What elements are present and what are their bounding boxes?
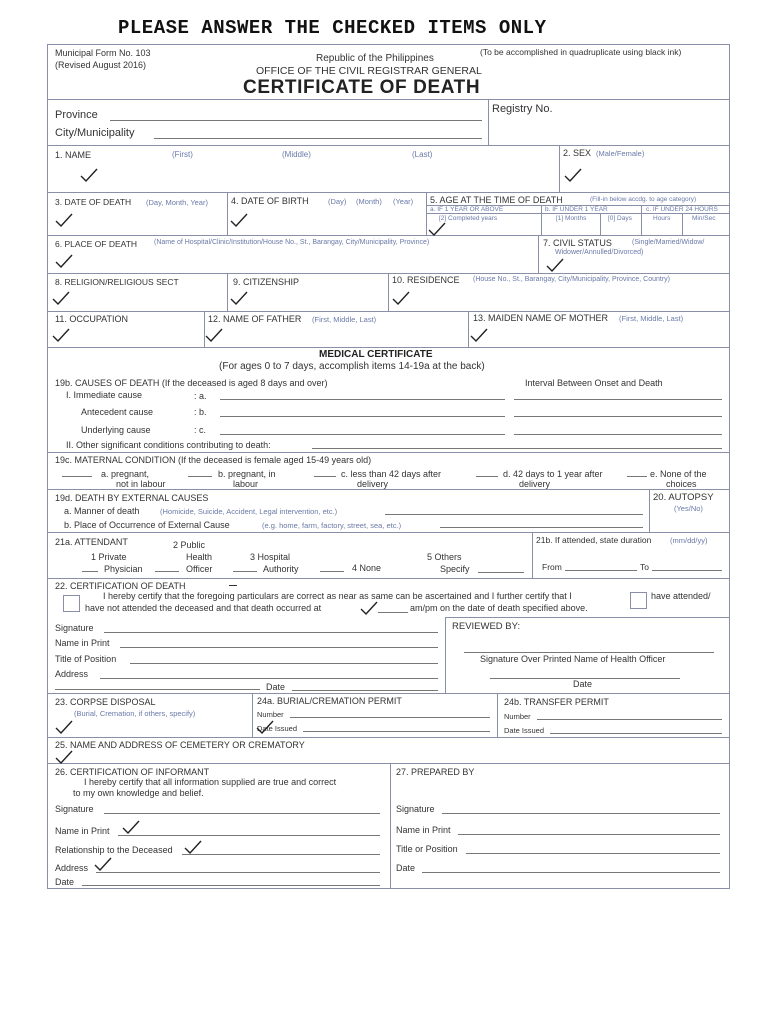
maternal-d-2: delivery xyxy=(519,479,551,489)
attended-checkbox[interactable] xyxy=(63,595,80,612)
city-label: City/Municipality xyxy=(55,127,135,139)
antecedent-interval-field[interactable] xyxy=(514,416,722,417)
maternal-c-1: c. less than 42 days after xyxy=(341,469,442,479)
informant-date-field[interactable] xyxy=(82,885,380,886)
father-label: 12. NAME OF FATHER xyxy=(208,314,302,324)
cemetery-label: 25. NAME AND ADDRESS OF CEMETERY OR CREMATORY xyxy=(55,740,305,750)
age-minsec: Min/Sec xyxy=(692,215,716,222)
check-mark-icon xyxy=(230,291,248,305)
health-officer-label: Signature Over Printed Name of Health Officer xyxy=(480,654,666,664)
attendant-4: 4 None xyxy=(352,563,382,573)
province-label: Province xyxy=(55,109,98,121)
informant-name-field[interactable] xyxy=(118,835,380,836)
attendant-2-blank[interactable] xyxy=(155,571,179,572)
attendant-1a: 1 Private xyxy=(91,552,127,562)
attendant-3a: 3 Hospital xyxy=(250,552,291,562)
residence-label: 10. RESIDENCE xyxy=(392,275,460,285)
maternal-d-blank[interactable] xyxy=(476,476,498,477)
check-mark-icon xyxy=(205,328,223,342)
prepared-signature-field[interactable] xyxy=(442,813,720,814)
duration-from: From xyxy=(542,562,562,572)
instruction-text: (To be accomplished in quadruplicate using black ink) xyxy=(480,47,682,57)
republic-label: Republic of the Philippines xyxy=(316,53,434,64)
cert-address-field-2[interactable] xyxy=(55,689,260,690)
manner-field[interactable] xyxy=(385,514,643,515)
cert-signature-field[interactable] xyxy=(104,632,438,633)
check-mark-icon xyxy=(546,258,564,272)
age-months: [1] Months xyxy=(556,215,587,222)
certification-death-label: 22. CERTIFICATION OF DEATH xyxy=(55,581,186,591)
other-conditions-label: II. Other significant conditions contributing to death: xyxy=(66,440,271,450)
attendant-label: 21a. ATTENDANT xyxy=(55,537,128,547)
last-hint: (Last) xyxy=(412,150,433,159)
duration-from-field[interactable] xyxy=(565,570,637,571)
attendant-5-field[interactable] xyxy=(478,572,524,573)
informant-name-label: Name in Print xyxy=(55,826,110,836)
immediate-interval-field[interactable] xyxy=(514,399,722,400)
divider xyxy=(488,99,489,145)
underlying-c: : c. xyxy=(194,425,207,435)
dash-mark xyxy=(229,585,237,586)
burial-number-label: Number xyxy=(257,710,284,719)
maternal-label: 19c. MATERNAL CONDITION (If the deceased is female aged 15-49 years old) xyxy=(55,455,372,465)
check-mark-icon xyxy=(230,213,248,227)
divider xyxy=(541,205,542,235)
middle-hint: (Middle) xyxy=(282,150,311,159)
underlying-field[interactable] xyxy=(220,434,505,435)
divider xyxy=(47,311,730,312)
immediate-a: : a. xyxy=(194,391,207,401)
attendant-3b: Authority xyxy=(263,564,299,574)
cert-text-1b: have attended/ xyxy=(651,591,711,601)
maternal-b-2: labour xyxy=(233,479,259,489)
external-causes-label: 19d. DEATH BY EXTERNAL CAUSES xyxy=(55,493,209,503)
cert-text-2b: am/pm on the date of death specified above. xyxy=(410,603,588,613)
banner-title: PLEASE ANSWER THE CHECKED ITEMS ONLY xyxy=(118,17,547,39)
attendant-2b: Health xyxy=(186,552,213,562)
burial-permit-label: 24a. BURIAL/CREMATION PERMIT xyxy=(257,696,402,706)
prepared-signature-label: Signature xyxy=(396,804,435,814)
not-attended-checkbox[interactable] xyxy=(630,592,647,609)
mother-hint: (First, Middle, Last) xyxy=(619,314,684,323)
age-days: [0] Days xyxy=(608,215,632,222)
check-mark-icon xyxy=(55,213,73,227)
occupation-label: 11. OCCUPATION xyxy=(55,314,129,324)
civil-status-label: 7. CIVIL STATUS xyxy=(543,238,612,248)
father-hint: (First, Middle, Last) xyxy=(312,315,377,324)
informant-label: 26. CERTIFICATION OF INFORMANT xyxy=(55,767,210,777)
divider xyxy=(532,532,533,578)
check-mark-icon xyxy=(80,168,98,182)
name-label: 1. NAME xyxy=(55,150,92,160)
divider xyxy=(641,205,642,235)
dob-month-hint: (Month) xyxy=(356,197,382,206)
sex-label: 2. SEX xyxy=(563,148,592,158)
cert-date-field[interactable] xyxy=(292,690,438,691)
attendant-1b: Physician xyxy=(104,564,143,574)
check-mark-icon xyxy=(392,291,410,305)
informant-address-field[interactable] xyxy=(96,872,380,873)
informant-relationship-field[interactable] xyxy=(182,854,380,855)
date-of-death-label: 3. DATE OF DEATH xyxy=(55,197,132,207)
antecedent-label: Antecedent cause xyxy=(81,407,154,417)
burial-issued-label: Date Issued xyxy=(257,724,298,733)
reviewed-date-label: Date xyxy=(573,679,593,689)
cert-date-label: Date xyxy=(266,682,286,692)
transfer-issued-field[interactable] xyxy=(550,733,722,734)
maternal-b-blank[interactable] xyxy=(188,476,212,477)
certificate-title: CERTIFICATE OF DEATH xyxy=(243,77,481,98)
duration-to: To xyxy=(640,562,649,572)
check-mark-icon xyxy=(360,601,378,615)
prepared-title-field[interactable] xyxy=(466,853,720,854)
informant-relationship-label: Relationship to the Deceased xyxy=(55,845,173,855)
divider xyxy=(426,213,730,214)
province-field[interactable] xyxy=(110,120,482,121)
informant-text-2: to my own knowledge and belief. xyxy=(73,788,204,798)
divider xyxy=(227,192,228,235)
cert-address-field[interactable] xyxy=(100,678,438,679)
other-conditions-field[interactable] xyxy=(312,448,722,449)
check-mark-icon xyxy=(256,720,274,734)
first-hint: (First) xyxy=(172,150,193,159)
maternal-e-blank[interactable] xyxy=(627,476,647,477)
prepared-title-label: Title or Position xyxy=(396,844,458,854)
antecedent-b: : b. xyxy=(194,407,207,417)
cert-position-label: Title of Position xyxy=(55,654,117,664)
registry-label: Registry No. xyxy=(492,103,553,115)
civil-status-hint-2: Widower/Annulled/Divorced) xyxy=(555,249,644,256)
divider xyxy=(497,693,498,737)
age-label: 5. AGE AT THE TIME OF DEATH xyxy=(430,195,563,205)
divider xyxy=(559,145,560,192)
check-mark-icon xyxy=(55,720,73,734)
reviewed-by-label: REVIEWED BY: xyxy=(452,621,521,632)
maternal-a-blank[interactable] xyxy=(62,476,92,477)
transfer-permit-label: 24b. TRANSFER PERMIT xyxy=(504,697,609,707)
age-years: [2] Completed years xyxy=(439,215,498,222)
cert-name-field[interactable] xyxy=(120,647,438,648)
divider xyxy=(47,99,730,100)
check-mark-icon xyxy=(122,820,140,834)
check-mark-icon xyxy=(52,291,70,305)
prepared-by-label: 27. PREPARED BY xyxy=(396,767,475,777)
cert-signature-label: Signature xyxy=(55,623,94,633)
attendant-2a: 2 Public xyxy=(173,540,206,550)
cert-text-1: I hereby certify that the foregoing particulars are correct as near as same can be ascertained and I further certify that I xyxy=(103,591,572,601)
check-mark-icon xyxy=(52,328,70,342)
mother-label: 13. MAIDEN NAME OF MOTHER xyxy=(473,313,609,323)
maternal-b-1: b. pregnant, in xyxy=(218,469,276,479)
check-mark-icon xyxy=(55,750,73,764)
divider xyxy=(649,489,650,532)
divider xyxy=(445,617,730,618)
autopsy-label: 20. AUTOPSY xyxy=(653,492,714,503)
attendant-3-blank[interactable] xyxy=(233,571,257,572)
time-field[interactable] xyxy=(378,612,408,613)
medical-certificate-title: MEDICAL CERTIFICATE xyxy=(319,349,433,360)
divider xyxy=(47,763,730,764)
city-field[interactable] xyxy=(154,138,482,139)
divider xyxy=(47,235,730,236)
divider xyxy=(538,235,539,273)
divider xyxy=(47,347,730,348)
informant-text-1: I hereby certify that all information supplied are true and correct xyxy=(84,777,337,787)
divider xyxy=(47,192,730,193)
age-hint: (Fill-in below accdg. to age category) xyxy=(590,196,697,203)
burial-number-field[interactable] xyxy=(290,717,490,718)
place-occurrence-field[interactable] xyxy=(440,527,643,528)
check-mark-icon xyxy=(470,328,488,342)
divider xyxy=(682,213,683,235)
maternal-e-1: e. None of the xyxy=(650,469,707,479)
divider xyxy=(47,693,730,694)
cert-name-label: Name in Print xyxy=(55,638,110,648)
divider xyxy=(468,311,469,347)
maternal-c-2: delivery xyxy=(357,479,389,489)
cert-position-field[interactable] xyxy=(130,663,438,664)
manner-label: a. Manner of death xyxy=(64,506,140,516)
divider xyxy=(227,273,228,311)
place-occurrence-hint: (e.g. home, farm, factory, street, sea, etc.) xyxy=(262,521,402,530)
prepared-name-field[interactable] xyxy=(458,834,720,835)
age-cat-c: c. IF UNDER 24 HOURS xyxy=(646,206,718,213)
divider xyxy=(390,763,391,889)
maternal-e-2: choices xyxy=(666,479,697,489)
attendant-4-blank[interactable] xyxy=(320,571,344,572)
antecedent-field[interactable] xyxy=(220,416,505,417)
attendant-2c: Officer xyxy=(186,564,213,574)
burial-issued-field[interactable] xyxy=(303,731,490,732)
sex-hint: (Male/Female) xyxy=(596,149,645,158)
prepared-date-label: Date xyxy=(396,863,416,873)
check-mark-icon xyxy=(564,168,582,182)
age-hours: Hours xyxy=(653,215,671,222)
religion-label: 8. RELIGION/RELIGIOUS SECT xyxy=(55,277,179,287)
transfer-number-field[interactable] xyxy=(537,719,722,720)
form-number: Municipal Form No. 103 xyxy=(55,48,151,58)
immediate-cause-label: I. Immediate cause xyxy=(66,390,143,400)
date-of-birth-label: 4. DATE OF BIRTH xyxy=(231,196,309,206)
check-mark-icon xyxy=(55,254,73,268)
duration-to-field[interactable] xyxy=(652,570,722,571)
age-cat-a: a. IF 1 YEAR OR ABOVE xyxy=(430,206,504,213)
attendant-5b: Specify xyxy=(440,564,470,574)
underlying-interval-field[interactable] xyxy=(514,434,722,435)
causes-label: 19b. CAUSES OF DEATH (If the deceased is aged 8 days and over) xyxy=(55,378,328,388)
divider xyxy=(600,213,601,235)
transfer-issued-label: Date Issued xyxy=(504,726,545,735)
medical-certificate-sub: (For ages 0 to 7 days, accomplish items 14-19a at the back) xyxy=(219,361,485,372)
place-of-death-hint: (Name of Hospital/Clinic/Institution/House No., St., Barangay, City/Municipality, Province) xyxy=(154,239,430,246)
corpse-disposal-hint: (Burial, Cremation, if others, specify) xyxy=(74,709,196,718)
informant-address-label: Address xyxy=(55,863,89,873)
manner-hint: (Homicide, Suicide, Accident, Legal intervention, etc.) xyxy=(160,507,338,516)
check-mark-icon xyxy=(428,222,446,236)
cert-text-2: have not attended the deceased and that death occurred at xyxy=(85,603,322,613)
duration-hint: (mm/dd/yy) xyxy=(670,536,708,545)
form-revised: (Revised August 2016) xyxy=(55,60,147,70)
maternal-c-blank[interactable] xyxy=(314,476,336,477)
divider xyxy=(252,693,253,737)
informant-signature-field[interactable] xyxy=(104,813,380,814)
check-mark-icon xyxy=(94,857,112,871)
corpse-disposal-label: 23. CORPSE DISPOSAL xyxy=(55,697,156,707)
divider xyxy=(47,145,730,146)
divider xyxy=(47,452,730,453)
informant-date-label: Date xyxy=(55,877,75,887)
divider xyxy=(388,273,389,311)
dob-day-hint: (Day) xyxy=(328,197,347,206)
maternal-a-1: a. pregnant, xyxy=(101,469,150,479)
transfer-number-label: Number xyxy=(504,712,531,721)
prepared-date-field[interactable] xyxy=(422,872,720,873)
divider xyxy=(47,532,730,533)
residence-hint: (House No., St., Barangay, City/Municipality, Province, Country) xyxy=(473,276,670,283)
underlying-label: Underlying cause xyxy=(81,425,151,435)
informant-signature-label: Signature xyxy=(55,804,94,814)
place-occurrence-label: b. Place of Occurrence of External Cause xyxy=(64,520,230,530)
place-of-death-label: 6. PLACE OF DEATH xyxy=(55,239,138,249)
divider xyxy=(47,737,730,738)
check-mark-icon xyxy=(184,840,202,854)
autopsy-hint: (Yes/No) xyxy=(674,504,703,513)
prepared-name-label: Name in Print xyxy=(396,825,451,835)
dob-year-hint: (Year) xyxy=(393,197,414,206)
immediate-cause-field[interactable] xyxy=(220,399,505,400)
date-of-death-hint: (Day, Month, Year) xyxy=(146,198,208,207)
divider xyxy=(47,578,730,579)
citizenship-label: 9. CITIZENSHIP xyxy=(233,277,300,287)
civil-status-hint-1: (Single/Married/Widow/ xyxy=(632,239,705,246)
maternal-a-2: not in labour xyxy=(116,479,166,489)
age-cat-b: b. IF UNDER 1 YEAR xyxy=(545,206,608,213)
reviewed-signature-field[interactable] xyxy=(464,652,714,653)
maternal-d-1: d. 42 days to 1 year after xyxy=(503,469,603,479)
office-label: OFFICE OF THE CIVIL REGISTRAR GENERAL xyxy=(256,65,482,77)
cert-address-label: Address xyxy=(55,669,89,679)
attendant-1-blank[interactable] xyxy=(82,571,98,572)
interval-label: Interval Between Onset and Death xyxy=(525,378,663,388)
divider xyxy=(47,489,730,490)
duration-label: 21b. If attended, state duration xyxy=(536,535,652,545)
attendant-5a: 5 Others xyxy=(427,552,462,562)
divider xyxy=(445,617,446,693)
